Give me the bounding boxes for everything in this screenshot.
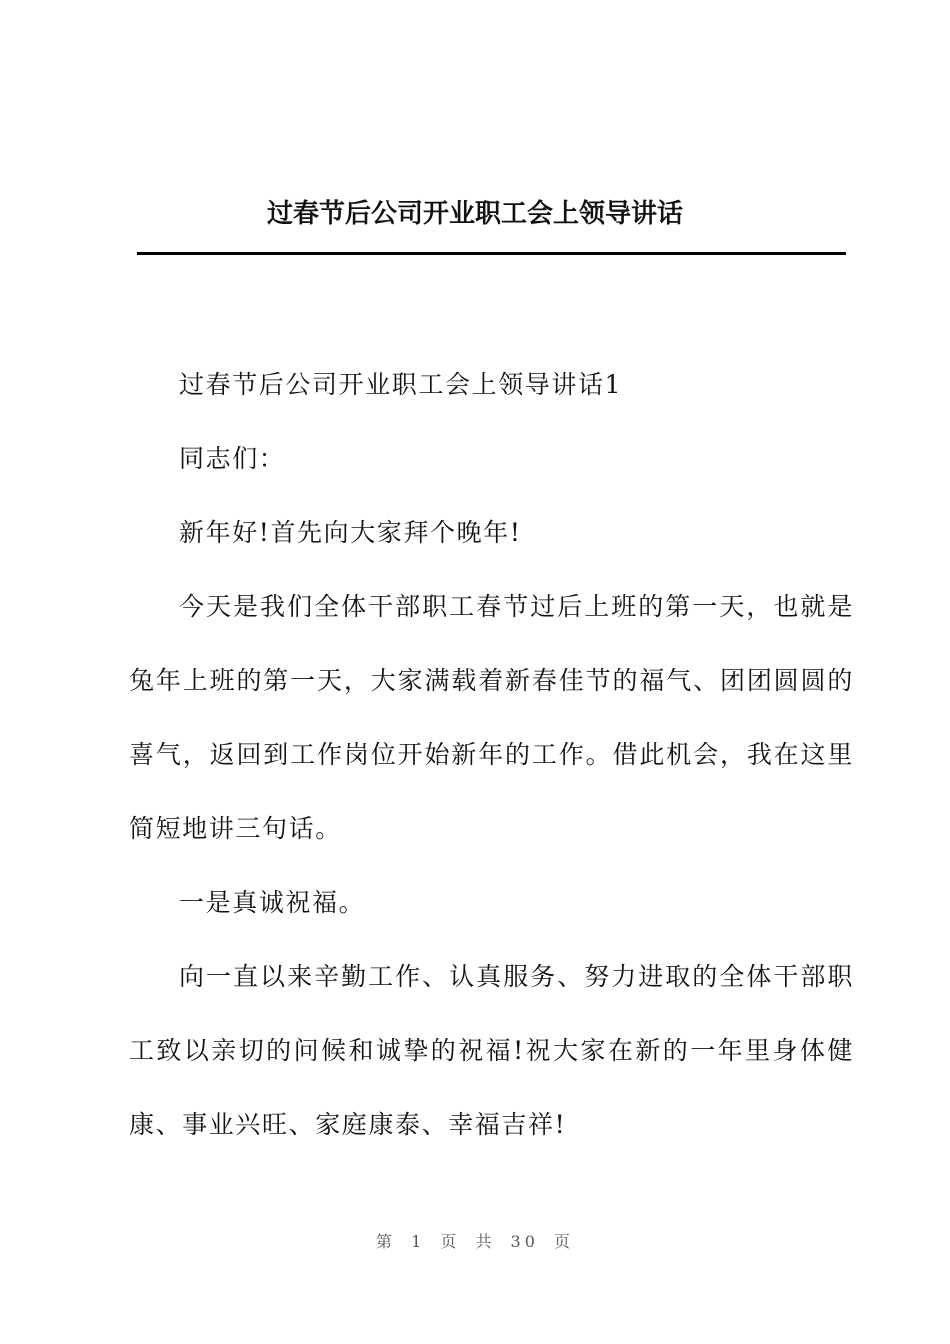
paragraph: 新年好!首先向大家拜个晚年!	[179, 518, 522, 547]
document-title: 过春节后公司开业职工会上领导讲话	[266, 199, 683, 229]
paragraph: 一是真诚祝福。	[179, 888, 366, 917]
salutation: 同志们：	[179, 444, 286, 473]
paragraph: 今天是我们全体干部职工春节过后上班的第一天，也就是兔年上班的第一天，大家满载着新春佳节的福气、团团圆圆的喜气，返回到工作岗位开始新年的工作。借此机会，我在这里简短地讲三句话。	[129, 592, 854, 843]
document-body	[129, 348, 854, 1162]
section-heading: 过春节后公司开业职工会上领导讲话1	[179, 370, 623, 399]
title-underline	[137, 252, 846, 255]
paragraph: 向一直以来辛勤工作、认真服务、努力进取的全体干部职工致以亲切的问候和诚挚的祝福!祝大家在新的一年里身体健康、事业兴旺、家庭康泰、幸福吉祥!	[129, 962, 854, 1139]
page-number-footer: 第 1 页 共 30 页	[376, 1232, 574, 1251]
